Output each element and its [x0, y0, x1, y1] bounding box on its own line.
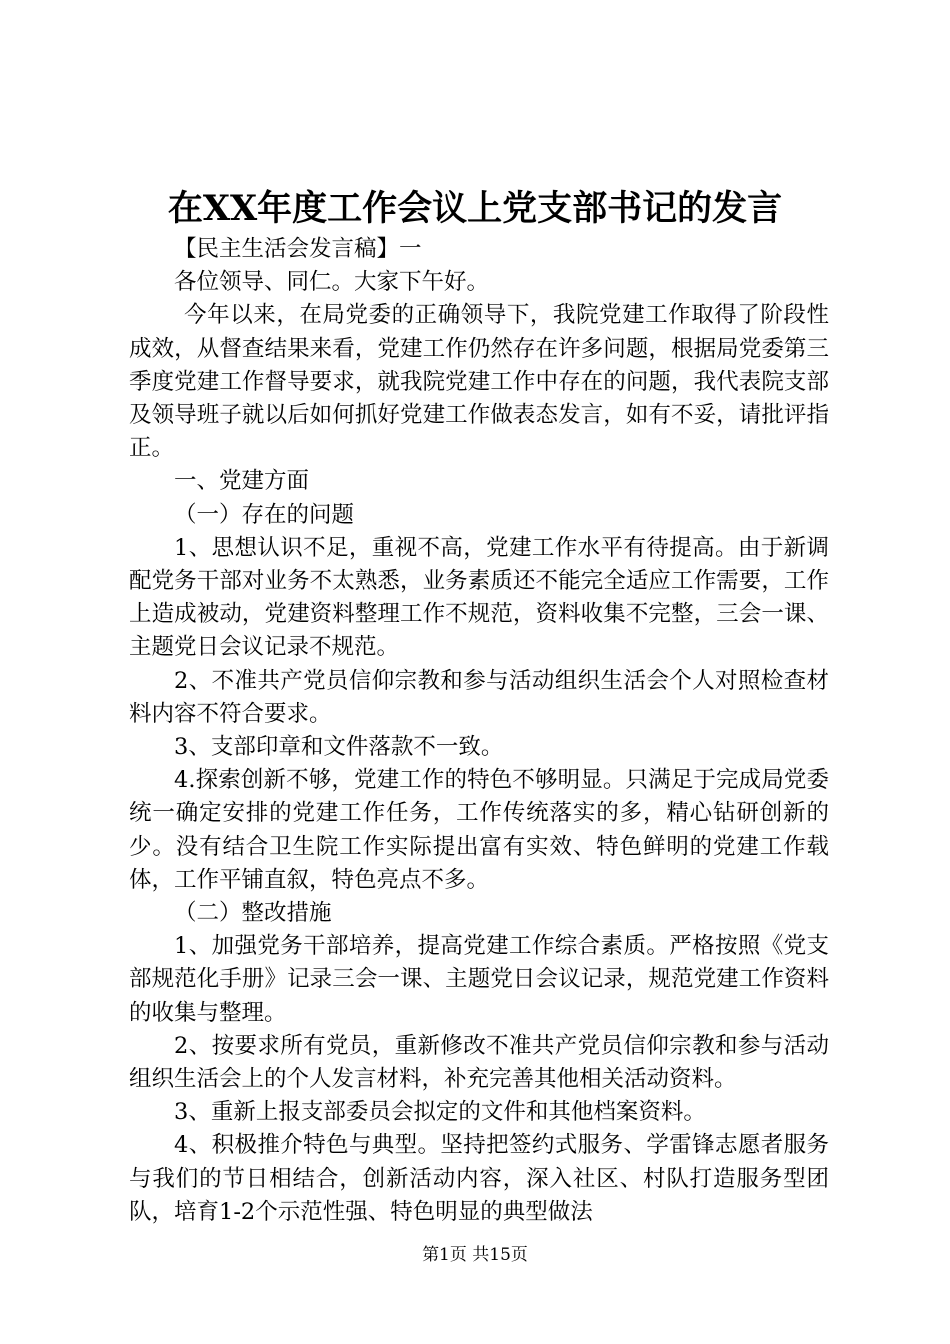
- subsection-heading-measures: （二）整改措施: [174, 900, 332, 927]
- measure-item-3: 3、重新上报支部委员会拟定的文件和其他档案资料。: [174, 1099, 706, 1126]
- problem-item-3: 3、支部印章和文件落款不一致。: [174, 734, 504, 761]
- document-body: [129, 233, 829, 1229]
- problem-item-2: 2、不准共产党员信仰宗教和参与活动组织生活会个人对照检查材料内容不符合要求。: [129, 667, 829, 727]
- subsection-heading-problems: （一）存在的问题: [174, 501, 355, 528]
- paragraph-source-label: 【民主生活会发言稿】一: [174, 236, 422, 262]
- measure-item-4: 4、积极推介特色与典型。坚持把签约式服务、学雷锋志愿者服务与我们的节日相结合，创新活动内容，深入社区、村队打造服务型团队，培育1-2个示范性强、特色明显的典型做法: [129, 1132, 829, 1225]
- problem-item-4: 4.探索创新不够，党建工作的特色不够明显。只满足于完成局党委统一确定安排的党建工作任务，工作传统落实的多，精心钻研创新的少。没有结合卫生院工作实际提出富有实效、特色鲜明的党建工作载体，工作平铺直叙，特色亮点不多。: [129, 767, 829, 893]
- measure-item-1: 1、加强党务干部培养，提高党建工作综合素质。严格按照《党支部规范化手册》记录三会一课、主题党日会议记录，规范党建工作资料的收集与整理。: [129, 933, 829, 1026]
- document-title: 在XX年度工作会议上党支部书记的发言: [167, 188, 783, 229]
- page-number-footer: 第1页 共15页: [422, 1245, 528, 1265]
- section-heading-party-building: 一、党建方面: [174, 468, 310, 495]
- paragraph-intro: 今年以来，在局党委的正确领导下，我院党建工作取得了阶段性成效，从督查结果来看，党建工作仍然存在许多问题，根据局党委第三季度党建工作督导要求，就我院党建工作中存在的问题，我代表院支部及领导班子就以后如何抓好党建工作做表态发言，如有不妥，请批评指正。: [129, 302, 829, 462]
- measure-item-2: 2、按要求所有党员，重新修改不准共产党员信仰宗教和参与活动组织生活会上的个人发言材料，补充完善其他相关活动资料。: [129, 1032, 829, 1093]
- problem-item-1: 1、思想认识不足，重视不高，党建工作水平有待提高。由于新调配党务干部对业务不太熟悉，业务素质还不能完全适应工作需要，工作上造成被动，党建资料整理工作不规范，资料收集不完整，三会一课、主题党日会议记录不规范。: [129, 534, 829, 661]
- paragraph-greeting: 各位领导、同仁。大家下午好。: [174, 269, 490, 296]
